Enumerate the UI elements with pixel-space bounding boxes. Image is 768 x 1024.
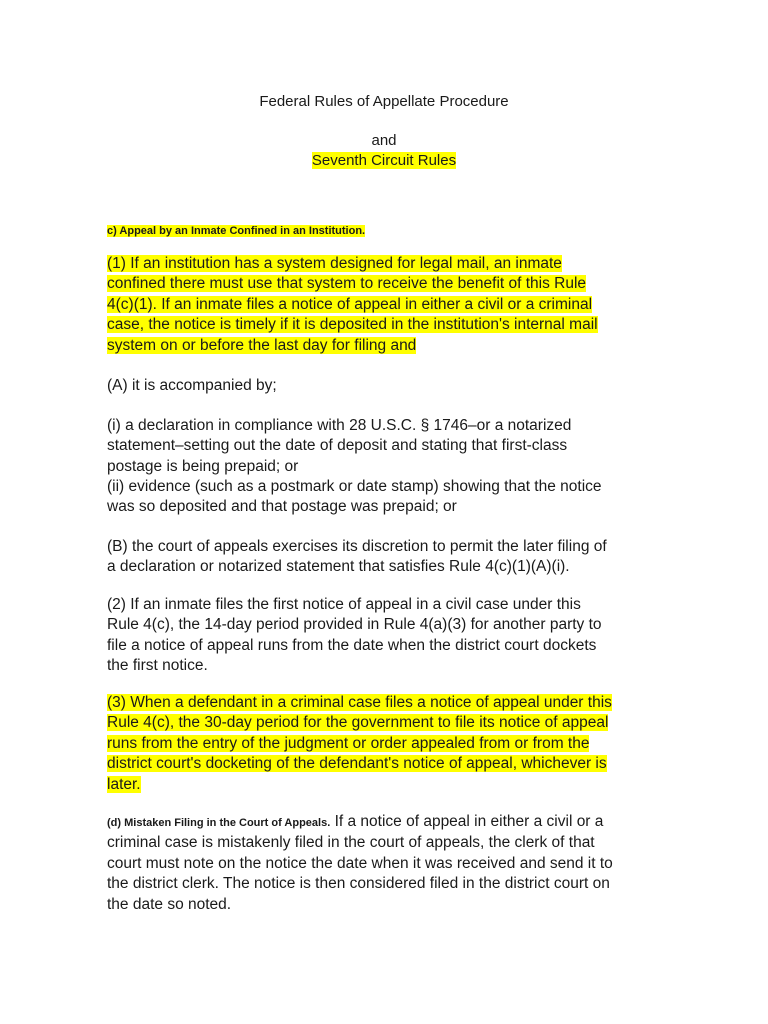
paragraph-2-line: (2) If an inmate files the first notice of appeal in a civil case under this (107, 596, 581, 613)
paragraph-ii (107, 477, 662, 518)
paragraph-2-line: file a notice of appeal runs from the date when the district court dockets (107, 636, 597, 654)
paragraph-3-line: district court's docketing of the defendant's notice of appeal, whichever is (107, 755, 607, 773)
document-subtitle (0, 151, 768, 170)
paragraph-2 (107, 595, 662, 677)
paragraph-b-line: a declaration or notarized statement that satisfies Rule 4(c)(1)(A)(i). (107, 558, 570, 576)
paragraph-3 (107, 693, 662, 795)
paragraph-2-line: Rule 4(c), the 14-day period provided in Rule 4(a)(3) for another party to (107, 616, 602, 634)
paragraph-i-line: statement–setting out the date of deposit and stating that first-class (107, 437, 568, 455)
section-d-line: the date so noted. (107, 895, 232, 913)
section-d-line: court must note on the notice the date when it was received and send it to (107, 854, 613, 872)
paragraph-3-line: Rule 4(c), the 30-day period for the government to file its notice of appeal (107, 714, 609, 732)
paragraph-1-line: confined there must use that system to receive the benefit of this Rule (107, 275, 587, 293)
section-c-heading (107, 220, 662, 241)
paragraph-1-line: system on or before the last day for filing and (107, 336, 417, 354)
paragraph-b (107, 537, 662, 578)
section-d-line: criminal case is mistakenly filed in the court of appeals, the clerk of that (107, 834, 595, 852)
paragraph-3-line: later. (107, 775, 141, 793)
section-d-line: the district clerk. The notice is then considered filed in the district court on (107, 875, 610, 893)
paragraph-i-line: (i) a declaration in compliance with 28 U.S.C. § 1746–or a notarized (107, 417, 572, 434)
section-d-first-line: If a notice of appeal in either a civil or a (334, 813, 604, 830)
paragraph-ii-line: (ii) evidence (such as a postmark or date stamp) showing that the notice (107, 478, 602, 495)
section-d (107, 812, 662, 915)
paragraph-1-line: case, the notice is timely if it is deposited in the institution's internal mail (107, 316, 598, 334)
paragraph-i-line: postage is being prepaid; or (107, 457, 299, 475)
paragraph-1-line: 4(c)(1). If an inmate files a notice of appeal in either a civil or a criminal (107, 295, 593, 313)
paragraph-3-line: runs from the entry of the judgment or order appealed from or from the (107, 734, 590, 752)
paragraph-a (107, 376, 662, 396)
title-conjunction: and (371, 132, 397, 149)
subtitle-highlight: Seventh Circuit Rules (311, 152, 457, 169)
section-c-heading-text: c) Appeal by an Inmate Confined in an Institution. (107, 225, 366, 237)
paragraph-a-line: (A) it is accompanied by; (107, 377, 277, 394)
paragraph-3-line: (3) When a defendant in a criminal case files a notice of appeal under this (107, 694, 612, 711)
paragraph-1 (107, 254, 662, 356)
paragraph-1-line: (1) If an institution has a system designed for legal mail, an inmate (107, 255, 562, 272)
section-d-heading: (d) Mistaken Filing in the Court of Appeals. (107, 817, 331, 829)
paragraph-2-line: the first notice. (107, 657, 208, 675)
paragraph-i (107, 416, 662, 477)
document-title: Federal Rules of Appellate Procedure (259, 93, 509, 110)
paragraph-b-line: (B) the court of appeals exercises its discretion to permit the later filing of (107, 538, 607, 555)
paragraph-ii-line: was so deposited and that postage was prepaid; or (107, 498, 457, 516)
